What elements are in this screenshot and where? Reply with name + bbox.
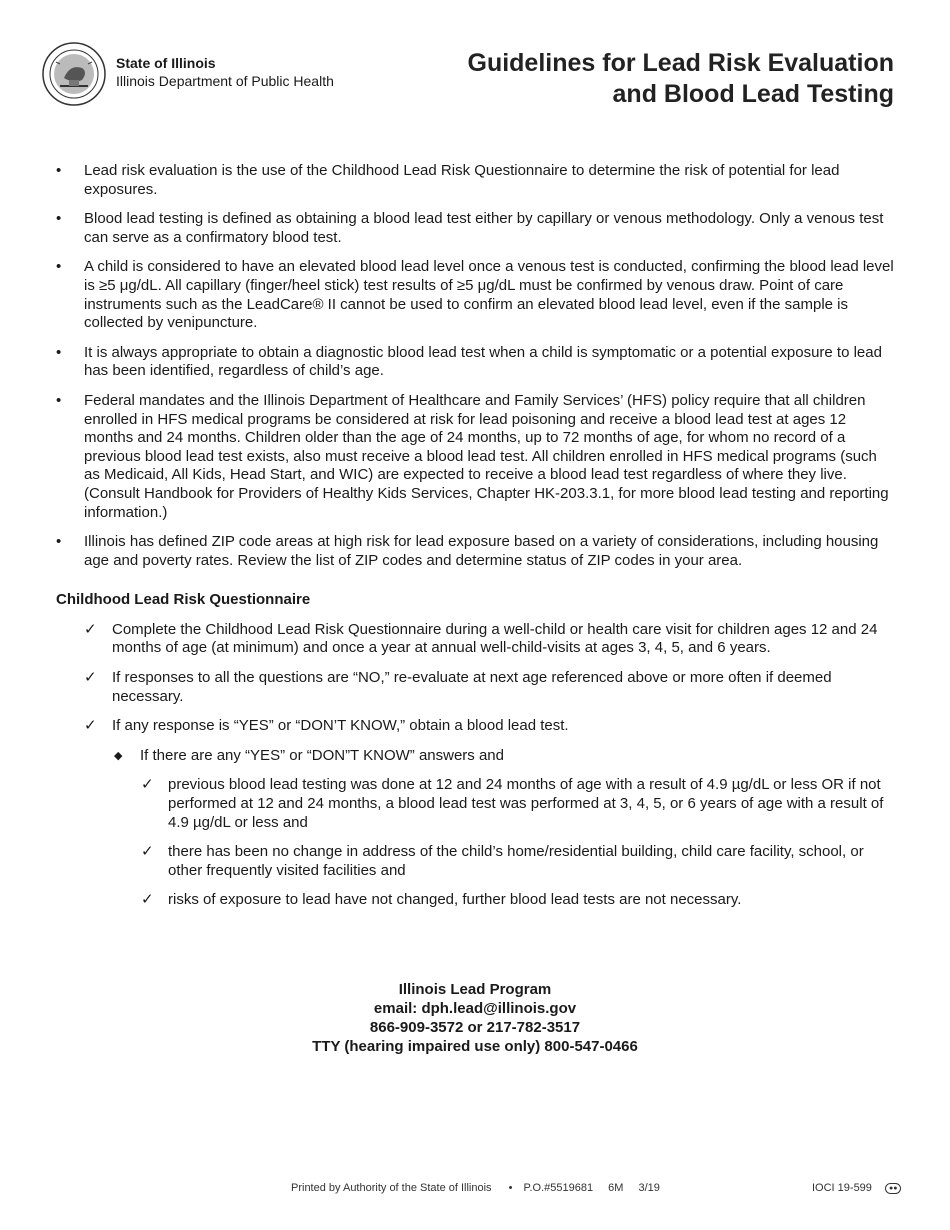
state-name: State of Illinois (116, 55, 216, 71)
illinois-state-seal (42, 42, 106, 106)
union-label-icon: ●● (885, 1183, 901, 1194)
form-id-block (812, 1182, 907, 1194)
checklist-condition: ✓ there has been no change in address of the child’s home/residential building, child care facility, school, or other frequently visited facilities and (141, 843, 864, 879)
checkmark-icon: ✓ (141, 776, 154, 794)
bullet-icon: • (56, 391, 62, 409)
checklist-condition: ✓ risks of exposure to lead have not changed, further blood lead tests are not necessary. (141, 891, 742, 909)
print-info (291, 1182, 666, 1194)
printed-by: Printed by Authority of the State of Illinois (291, 1182, 492, 1194)
bullet-icon: • (56, 210, 62, 228)
list-item: • Federal mandates and the Illinois Department of Healthcare and Family Services’ (HFS) policy require that all children enrolled in HFS medical programs be considered at risk for lead poisoning and receive a blood lead test at ages 12 months and 24 months. Children older than the age of 24 months, up to 72 months of age, for whom no record of a previous blood lead test exists, also must receive a blood lead test. All children enrolled in HFS medical programs (such as Medicaid, All Kids, Head Start, and WIC) are expected to receive a blood lead test regardless of where they live. (Consult Handbook for Providers of Healthy Kids Services, Chapter HK-203.3.1, for more blood lead testing and reporting information.) (56, 391, 889, 521)
checkmark-icon: ✓ (84, 620, 97, 638)
page-title (374, 48, 894, 110)
list-item: • A child is considered to have an elevated blood lead level once a venous test is conducted, confirming the blood lead level is ≥5 μg/dL. All capillary (finger/heel stick) test results of ≥5 μg/dL must be confirmed by venous draw. Point of care instruments such as the LeadCare® II cannot be used to confirm an elevated blood lead level, even if the sample is collected by venipuncture. (56, 258, 894, 332)
contact-block (0, 980, 950, 1056)
title-line-1: Guidelines for Lead Risk Evaluation (467, 49, 894, 77)
contact-email[interactable]: email: dph.lead@illinois.gov (373, 1000, 577, 1017)
checkmark-icon: ✓ (84, 669, 97, 687)
checkmark-icon: ✓ (141, 891, 154, 909)
bullet-icon: • (56, 162, 62, 179)
checklist-condition: ✓ previous blood lead testing was done at 12 and 24 months of age with a result of 4.9 µg/dL or less OR if not performed at 12 and 24 months, a blood lead test was performed at 3, 4, 5, or 6 years of age with a result of 4.9 µg/dL or less and (141, 776, 884, 831)
checklist-item: ✓ If any response is “YES” or “DON’T KNOW,” obtain a blood lead test. (84, 717, 569, 735)
program-name: Illinois Lead Program (398, 981, 552, 998)
po-number: P.O.#5519681 (523, 1182, 594, 1194)
questionnaire-heading: Childhood Lead Risk Questionnaire (56, 591, 311, 609)
checklist-item: ✓ If responses to all the questions are “NO,” re-evaluate at next age referenced above or more often if deemed necessary. (84, 669, 832, 705)
print-quantity: 6M (608, 1182, 624, 1194)
agency-block (116, 54, 334, 90)
department-name: Illinois Department of Public Health (116, 73, 334, 89)
bullet-icon: • (56, 343, 62, 361)
questionnaire-checklist (56, 621, 896, 910)
diamond-icon: ◆ (114, 749, 123, 762)
list-item: • Illinois has defined ZIP code areas at high risk for lead exposure based on a variety of considerations, including housing age and poverty rates. Review the list of ZIP codes and determine status of ZIP codes in your area. (56, 533, 879, 569)
checklist-item: ✓ Complete the Childhood Lead Risk Questionnaire during a well-child or health care visit for children ages 12 and 24 months of age (at minimum) and once a year at annual well-child-visits at ages 3, 4, 5, and 6 years. (84, 620, 878, 657)
title-line-2: and Blood Lead Testing (612, 80, 894, 108)
main-content (56, 162, 896, 921)
checkmark-icon: ✓ (84, 717, 97, 735)
checkmark-icon: ✓ (141, 843, 154, 861)
list-item: • It is always appropriate to obtain a diagnostic blood lead test when a child is symptomatic or a potential exposure to lead has been identified, regardless of child’s age. (56, 343, 882, 380)
list-item: • Blood lead testing is defined as obtaining a blood lead test either by capillary or venous methodology. Only a venous test can serve as a confirmatory blood test. (56, 210, 884, 246)
print-date: 3/19 (638, 1182, 660, 1194)
bullet-icon: • (56, 533, 62, 551)
bullet-icon: • (56, 258, 62, 276)
form-id: IOCI 19-599 (812, 1182, 872, 1194)
guidelines-list (56, 162, 896, 570)
contact-tty: TTY (hearing impaired use only) 800-547-0466 (312, 1038, 638, 1055)
footer-separator: • (508, 1182, 513, 1194)
checklist-sub-item: ◆ If there are any “YES” or “DON”T KNOW” answers and (114, 746, 504, 764)
contact-phones: 866-909-3572 or 217-782-3517 (369, 1019, 581, 1036)
list-item: • Lead risk evaluation is the use of the Childhood Lead Risk Questionnaire to determine the risk of potential for lead exposures. (56, 162, 840, 198)
